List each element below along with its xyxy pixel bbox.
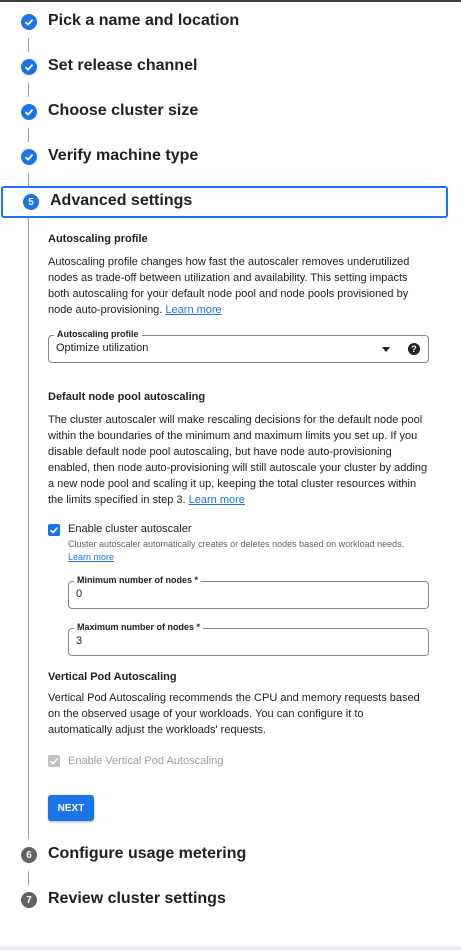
step-machine-type[interactable] bbox=[0, 142, 461, 172]
bottom-border bbox=[0, 946, 461, 950]
step-number-badge: 5 bbox=[23, 194, 39, 210]
enable-cluster-autoscaler-hint: Cluster autoscaler automatically creates or deletes nodes based on workload needs. bbox=[68, 539, 405, 549]
step-cluster-size[interactable] bbox=[0, 97, 461, 127]
step-title: Review cluster settings bbox=[48, 890, 226, 907]
vpa-heading-wrap bbox=[48, 669, 430, 685]
step-title: Verify machine type bbox=[48, 147, 199, 164]
default-pool-description bbox=[48, 412, 430, 508]
autoscaling-profile-desc: Autoscaling profile changes how fast the autoscaler removes underutilized nodes as trade-off between utilization and availability. This setting impacts both autoscaling for your default node pool and node pools provisioned by node auto-provisioning. bbox=[48, 256, 410, 316]
step-pick-name-location[interactable] bbox=[0, 7, 461, 37]
vpa-description bbox=[48, 690, 430, 738]
step-release-channel[interactable] bbox=[0, 52, 461, 82]
step-advanced-settings[interactable] bbox=[1, 186, 448, 218]
step-title: Choose cluster size bbox=[48, 102, 199, 119]
step-title: Configure usage metering bbox=[48, 845, 247, 862]
dropdown-arrow-icon[interactable] bbox=[382, 347, 390, 352]
check-circle-icon bbox=[21, 149, 37, 165]
min-nodes-label: Minimum number of nodes * bbox=[74, 574, 201, 586]
default-pool-heading: Default node pool autoscaling bbox=[48, 391, 206, 403]
step-number-badge: 6 bbox=[21, 847, 37, 863]
autoscaling-profile-heading: Autoscaling profile bbox=[48, 233, 148, 245]
autoscaling-profile-select[interactable] bbox=[48, 329, 429, 363]
default-pool-learn-more-link[interactable]: Learn more bbox=[188, 494, 245, 506]
step-title: Pick a name and location bbox=[48, 12, 240, 29]
vpa-desc: Vertical Pod Autoscaling recommends the CPU and memory requests based on the observed usage of your workloads. You can configure it to automatically adjust the workloads' requests. bbox=[48, 692, 420, 736]
autoscaling-profile-description bbox=[48, 254, 430, 318]
vpa-heading: Vertical Pod Autoscaling bbox=[48, 671, 177, 683]
min-nodes-value: 0 bbox=[76, 588, 83, 600]
max-nodes-value: 3 bbox=[76, 635, 83, 647]
enable-vpa-label: Enable Vertical Pod Autoscaling bbox=[68, 755, 224, 767]
min-nodes-input[interactable] bbox=[68, 575, 429, 609]
step-review-cluster[interactable] bbox=[0, 885, 461, 915]
step-title: Advanced settings bbox=[50, 192, 193, 209]
enable-vpa-checkbox[interactable] bbox=[48, 755, 60, 767]
autoscaling-profile-section bbox=[48, 231, 430, 247]
step-connector bbox=[28, 218, 29, 839]
top-border bbox=[0, 0, 461, 2]
autoscaling-profile-select-label: Autoscaling profile bbox=[54, 328, 142, 340]
cluster-autoscaler-learn-more-link[interactable]: Learn more bbox=[68, 552, 115, 562]
step-number-badge: 7 bbox=[21, 892, 37, 908]
step-connector bbox=[28, 38, 29, 52]
max-nodes-input[interactable] bbox=[68, 622, 429, 656]
enable-cluster-autoscaler-hint-wrap bbox=[68, 538, 433, 564]
check-circle-icon bbox=[21, 59, 37, 75]
max-nodes-label: Maximum number of nodes * bbox=[74, 621, 203, 633]
step-connector bbox=[28, 83, 29, 97]
next-button[interactable]: NEXT bbox=[48, 795, 94, 821]
help-icon[interactable]: ? bbox=[408, 343, 420, 355]
step-connector bbox=[28, 128, 29, 142]
autoscaling-profile-select-value: Optimize utilization bbox=[56, 342, 149, 354]
autoscaling-profile-learn-more-link[interactable]: Learn more bbox=[165, 304, 222, 316]
default-pool-heading-wrap bbox=[48, 389, 430, 405]
check-circle-icon bbox=[21, 104, 37, 120]
checkmark-icon bbox=[49, 525, 59, 535]
step-connector bbox=[28, 871, 29, 885]
step-usage-metering[interactable] bbox=[0, 840, 461, 870]
enable-cluster-autoscaler-checkbox[interactable] bbox=[48, 524, 60, 536]
default-pool-desc: The cluster autoscaler will make rescaling decisions for the default node pool within the boundaries of the minimum and maximum limits you set up. If you disable default node pool autoscaling, but have node auto-provisioning enabled, then node auto-provisioning will still autoscale your cluster by adding a new node pool and scaling it up, keeping the total cluster resources within the limits specified in step 3. bbox=[48, 414, 428, 506]
step-connector bbox=[28, 173, 29, 186]
checkmark-icon bbox=[49, 756, 59, 766]
step-title: Set release channel bbox=[48, 57, 198, 74]
enable-cluster-autoscaler-label[interactable]: Enable cluster autoscaler bbox=[68, 523, 192, 535]
check-circle-icon bbox=[21, 14, 37, 30]
